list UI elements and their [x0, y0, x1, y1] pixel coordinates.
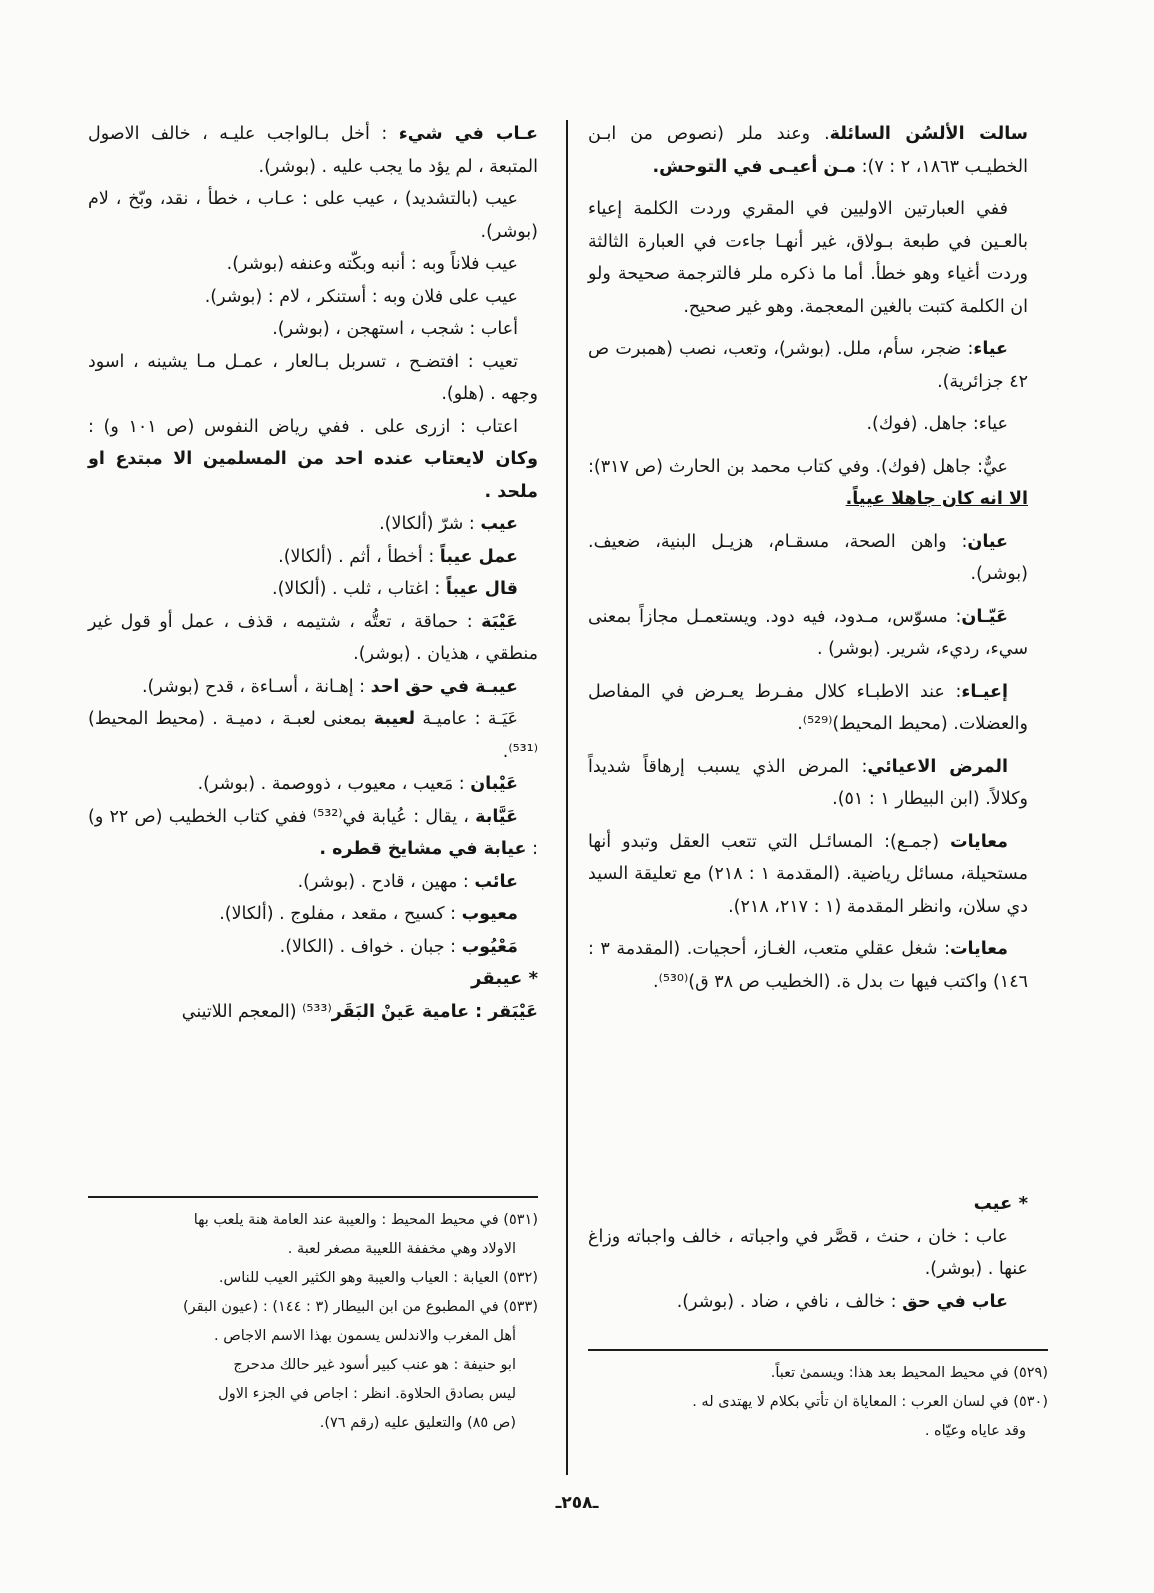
page-number: ـ٢٥٨ـ [555, 1493, 599, 1513]
headword: عاب في حق [902, 1291, 1008, 1312]
footnote: ابو حنيفة : هو عنب كبير أسود غير حالك مدحرج [233, 1357, 516, 1373]
right-column [588, 118, 1048, 1439]
headword: عَيْبان [470, 774, 518, 794]
entry-text: ⁽⁵³³⁾ (المعجم اللاتيني [181, 1001, 332, 1022]
entry-text: : حماقة ، تعتُّه ، شتيمه ، قذف ، عمل أو قول غير منطقي ، هذيان . (بوشر). [88, 611, 538, 664]
entry-text: : ضجر، سأم، ملل. (بوشر)، وتعب، نصب (همبرت ص ٤٢ جزائرية). [588, 339, 1028, 392]
entry-text: عيب على فلان وبه : أستنكر ، لام : (بوشر). [204, 286, 518, 307]
entry-text: اعتاب : ازرى على . ففي رياض النفوس (ص ١٠١ و) : [88, 416, 518, 437]
entry-text: : كسيح ، مقعد ، مفلوج . (ألكالا). [219, 904, 462, 924]
entry [588, 751, 1028, 816]
entry [88, 898, 538, 931]
entry-text: : إهـانة ، أسـاءة ، قدح (بوشر). [141, 676, 371, 697]
entry [88, 248, 538, 281]
quote: وكان لايعتاب عنده احد من المسلمين الا مبتدع او ملحد . [88, 449, 538, 502]
quote: عيابة في مشايخ قطره . [319, 839, 527, 859]
entry [588, 1286, 1028, 1319]
entry-text: ، يقال : عُيابة في⁽⁵³²⁾ ففي كتاب الخطيب (ص ٢٢ و) : [88, 806, 538, 859]
entry-text: : أخل بـالواجب عليـه ، خالف الاصول المتبعة ، لم يؤد ما يجب عليه . (بوشر). [88, 124, 538, 177]
right-section [588, 1188, 1028, 1318]
section-title: * عيب [973, 1193, 1028, 1214]
left-column-body [88, 118, 538, 1028]
footnote: (٥٣٠) في لسان العرب : المعاياة ان تأتي بكلام لا يهتدى له . [692, 1394, 1048, 1410]
headword: عياء [973, 339, 1008, 359]
entry [88, 801, 538, 866]
entry [588, 1221, 1028, 1286]
entry [88, 508, 538, 541]
entry-text: ففي العبارتين الاوليين في المقري وردت الكلمة إعياء بالعـين في طبعة بـولاق، غير أنهـا جاءت في العبارة الثالثة وردت أغياء وهو خطأ. أما ما ذكره ملر فالترجمة صحيحة ولو ان الكلمة كتبت بالغين المعجمة. وهو غير صحيح. [588, 199, 1028, 317]
quote: مـن أعيـى في التوحش. [652, 156, 856, 177]
footnote: (٥٢٩) في محيط المحيط بعد هذا: ويسمىٰ تعباً. [770, 1365, 1048, 1381]
footnote-divider [588, 1349, 1048, 1351]
entry-text: عيب فلاناً وبه : أنبه وبكّته وعنفه (بوشر). [226, 254, 518, 274]
headword: عَيّـان [961, 606, 1008, 627]
entry [88, 866, 538, 899]
entry [88, 703, 538, 768]
entry-text: . وعند ملر (نصوص من ابـن الخطيـب ١٨٦٣، ٢ : ٧): [588, 124, 1028, 177]
footnote-divider [88, 1196, 538, 1198]
entry-text: أعاب : شجب ، استهجن ، (بوشر). [272, 319, 518, 339]
entry-text: : عند الاطبـاء كلال مفـرط يعـرض في المفاصل والعضلات. (محيط المحيط)⁽⁵²⁹⁾. [588, 681, 1028, 734]
entry-text: : جبان . خواف . (الكالا). [279, 936, 462, 957]
headword: مَعْيُوب [461, 936, 518, 957]
headword: عيان [967, 531, 1008, 552]
entry [588, 933, 1028, 998]
entry [88, 183, 538, 248]
footnote: (٥٣٣) في المطبوع من ابن البيطار (٣ : ١٤٤) : (عيون البقر) [183, 1299, 538, 1315]
footnote: (٥٣٢) العيابة : العياب والعيبة وهو الكثير العيب للناس. [218, 1270, 538, 1286]
entry [88, 573, 538, 606]
entry-text: : مَعيب ، معيوب ، ذووصمة . (بوشر). [197, 774, 471, 794]
entry-text: تعيب : افتضـح ، تسربل بـالعار ، عمـل مـا يشينه ، اسود وجهه . (هلو). [88, 351, 538, 404]
footnote: وقد عاياه وعيّاه . [924, 1423, 1026, 1439]
entry-text: عَيَـة : عاميـة [422, 709, 518, 729]
quote: الا انه كان جاهلا عيياً. [845, 489, 1028, 509]
headword: عائب [474, 871, 518, 892]
headword: عَيْبَة [481, 611, 518, 632]
entry-text: عاب : خان ، حنث ، قصَّر في واجباته ، خالف واجباته وزاغ عنها . (بوشر). [588, 1226, 1028, 1279]
entry [88, 606, 538, 671]
entry-text: : المرض الذي يسبب إرهاقاً شديداً وكلالاً. (ابن البيطار ١ : ٥١). [588, 756, 1028, 809]
entry-text: : خالف ، نافي ، ضاد . (بوشر). [676, 1291, 903, 1312]
entry-text: عيب (بالتشديد) ، عيب على : عـاب ، خطأ ، نقد، وبّخ ، لام (بوشر). [88, 189, 538, 242]
entry [588, 676, 1028, 741]
headword: عـاب في شيء [398, 124, 539, 144]
footnote: ليس بصادق الحلاوة. انظر : اجاص في الجزء الاول [218, 1386, 516, 1402]
entry [88, 996, 538, 1029]
headword: معيوب [461, 904, 518, 924]
headword: قال عيباً [445, 579, 518, 599]
left-footnotes [88, 1190, 538, 1438]
entry [88, 931, 538, 964]
entry-text: : مهين ، قادح . (بوشر). [297, 871, 475, 892]
entry [588, 118, 1028, 183]
entry [88, 346, 538, 411]
entry-text: عياء: جاهل. (فوك). [866, 414, 1008, 434]
entry [588, 601, 1028, 666]
entry [88, 541, 538, 574]
footnote: الاولاد وهي مخففة اللعيبة مصغر لعبة . [287, 1241, 516, 1257]
entry [88, 118, 538, 183]
headword: عيبـة في حق احد [370, 676, 518, 697]
entry [88, 411, 538, 509]
entry [588, 451, 1028, 516]
entry [88, 671, 538, 704]
headword: عيب [480, 514, 518, 534]
entry [588, 193, 1028, 323]
right-footnotes [588, 1343, 1048, 1446]
entry-text: (جمـع): المسائـل التي تتعب العقل وتبدو أنها مستحيلة، مسائل رياضية. (المقدمة ١ : ٢١٨) مع تعليقة السيد دي سلان، وانظر المقدمة (١ : ٢١٧، ٢١٨). [588, 831, 1028, 917]
section-title: * عيبقر [471, 968, 538, 989]
right-column-body [588, 118, 1028, 998]
headword: عَيْبَقر : عامية عَينْ البَقَر [331, 1001, 538, 1022]
entry-text: : اغتاب ، ثلب . (ألكالا). [272, 579, 446, 599]
entry-text: : شرّ (ألكالا). [379, 514, 481, 534]
footnote: (ص ٨٥) والتعليق عليه (رقم ٧٦). [319, 1415, 516, 1431]
entry [588, 408, 1028, 441]
left-column [88, 118, 539, 1431]
entry-text: : أخطأ ، أثم . (ألكالا). [278, 546, 440, 567]
footnote: أهل المغرب والاندلس يسمون بهذا الاسم الاجاص . [213, 1328, 516, 1344]
entry [88, 313, 538, 346]
entry-text: : مسوّس، مـدود، فيه دود. ويستعمـل مجازاً بمعنى سيء، رديء، شرير. (بوشر) . [588, 606, 1028, 659]
headword: المرض الاعيائي [867, 756, 1009, 777]
entry-text: عيٌّ: جاهل (فوك). وفي كتاب محمد بن الحارث (ص ٣١٧): [588, 456, 1008, 477]
footnote: (٥٣١) في محيط المحيط : والعيبة عند العامة هنة يلعب بها [193, 1212, 538, 1228]
headword: عمل عيباً [439, 546, 518, 567]
headword: عَيَّابة [475, 806, 519, 827]
entry [588, 826, 1028, 924]
entry [88, 281, 538, 314]
entry [588, 333, 1028, 398]
headword: معايات [949, 939, 1008, 959]
headword: سالت الألسُن السائلة [829, 124, 1028, 144]
entry-text: بمعنى لعبـة ، دميـة . (محيط المحيط)⁽⁵³¹⁾. [88, 709, 538, 762]
quote: لعيبة [373, 709, 416, 729]
column-divider [566, 120, 568, 1475]
headword: إعيـاء [961, 681, 1008, 702]
entry-text: : واهن الصحة، مسقـام، هزيـل البنية، ضعيف. (بوشر). [588, 531, 1028, 584]
entry [588, 526, 1028, 591]
entry [88, 768, 538, 801]
headword: معايات [949, 831, 1008, 852]
entry-text: : شغل عقلي متعب، الغـاز، أحجيات. (المقدمة ٣ : ١٤٦) واكتب فيها ت بدل ة. (الخطيب ص ٣٨ ق)⁽⁵³⁰⁾. [588, 939, 1028, 992]
